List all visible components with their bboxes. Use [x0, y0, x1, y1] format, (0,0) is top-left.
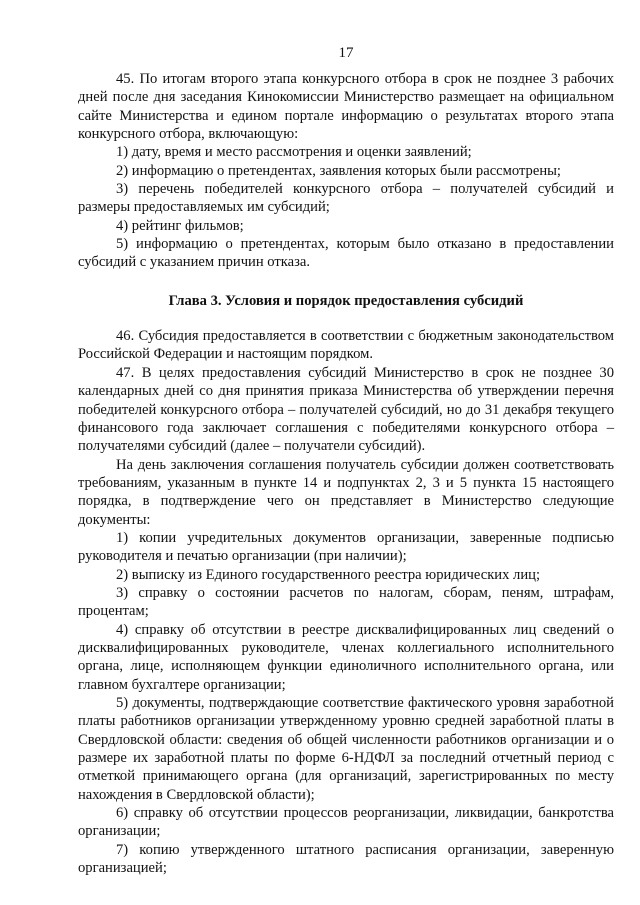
list-item-47-3: 3) справку о состоянии расчетов по налогам, сборам, пеням, штрафам, процентам; — [78, 584, 614, 620]
page-number: 17 — [338, 45, 354, 61]
document-page — [78, 44, 614, 877]
section-after-heading — [78, 327, 614, 877]
list-item-47-4: 4) справку об отсутствии в реестре дисквалифицированных лиц сведений о дисквалифицированных руководителе, членах коллегиального исполнительного органа, лице, исполняющем функции единоличного исполнительного органа, или главном бухгалтере организации; — [78, 621, 614, 693]
paragraph-47: 47. В целях предоставления субсидий Министерство в срок не позднее 30 календарных дней со дня принятия приказа Министерства об утверждении перечня победителей конкурсного отбора – получателей субсидий, но до 31 декабря текущего финансового года заключает соглашения с победителями конкурсного отбора – получателями субсидий (далее – получатели субсидий). — [78, 364, 614, 455]
list-item-45-2: 2) информацию о претендентах, заявления которых были рассмотрены; — [116, 162, 561, 179]
paragraph-46: 46. Субсидия предоставляется в соответствии с бюджетным законодательством Российской Федерации и настоящим порядком. — [78, 328, 614, 363]
list-item-47-2: 2) выписку из Единого государственного реестра юридических лиц; — [116, 566, 541, 583]
list-item-47-6: 6) справку об отсутствии процессов реорганизации, ликвидации, банкротства организации; — [78, 805, 614, 840]
list-item-45-1: 1) дату, время и место рассмотрения и оценки заявлений; — [116, 144, 472, 161]
section-before-heading — [78, 70, 614, 272]
list-item-47-7: 7) копию утвержденного штатного расписания организации, заверенную организацией; — [78, 841, 614, 877]
list-item-45-3: 3) перечень победителей конкурсного отбора – получателей субсидий и размеры предоставляемых им субсидий; — [78, 181, 614, 216]
paragraph-47-requirements: На день заключения соглашения получатель субсидии должен соответствовать требованиям, указанным в пункте 14 и подпунктах 2, 3 и 5 пункта 15 настоящего порядка, в подтверждение чего он представляет в Министерство следующие документы: — [78, 456, 614, 528]
paragraph-45: 45. По итогам второго этапа конкурсного отбора в срок не позднее 3 рабочих дней после дня заседания Кинокомиссии Министерство размещает на официальном сайте Министерства и едином портале информацию о результатах второго этапа конкурсного отбора, включающую: — [78, 71, 614, 143]
chapter-heading: Глава 3. Условия и порядок предоставления субсидий — [168, 292, 524, 309]
list-item-47-5: 5) документы, подтверждающие соответствие фактического уровня заработной платы работников организации утвержденному уровню средней заработной платы в Свердловской области: сведения об общей численности работников организации и о размере их заработной платы по форме 6-НДФЛ за последний отчетный период с отметкой принимающего органа (для организаций, зарегистрированных по месту нахождения в Свердловской области); — [78, 695, 614, 803]
list-item-47-1: 1) копии учредительных документов организации, заверенные подписью руководителя и печатью организации (при наличии); — [78, 529, 614, 565]
list-item-45-5: 5) информацию о претендентах, которым было отказано в предоставлении субсидий с указанием причин отказа. — [78, 236, 614, 271]
list-item-45-4: 4) рейтинг фильмов; — [116, 217, 244, 234]
